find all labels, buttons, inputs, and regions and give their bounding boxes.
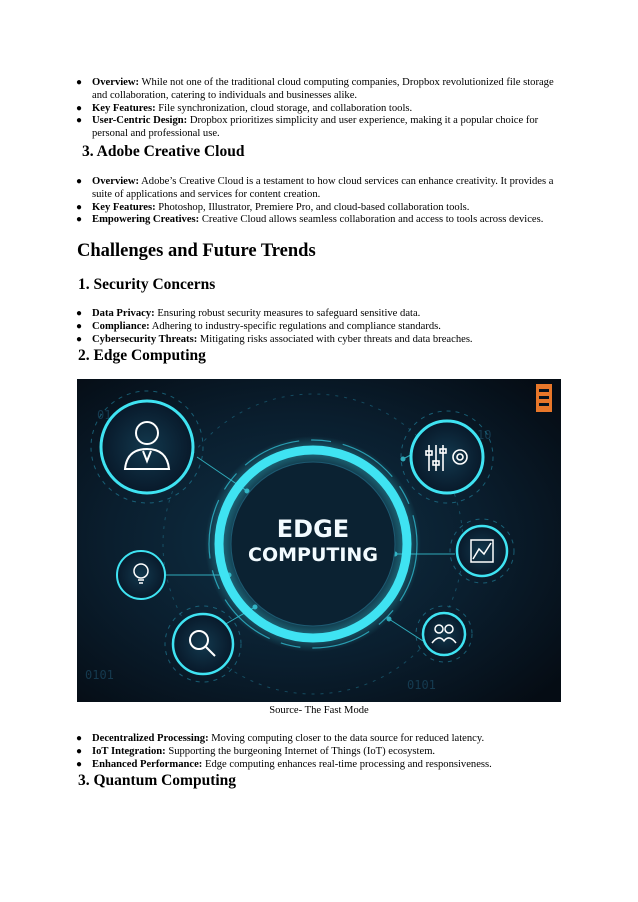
- list-item: [76, 308, 566, 321]
- list-item: [76, 746, 566, 759]
- list-item: [76, 759, 566, 772]
- bullet-icon: ●: [76, 115, 83, 127]
- edge-heading: 2. Edge Computing: [78, 347, 206, 364]
- bullet-text: Edge computing enhances real-time processing and responsiveness.: [202, 758, 492, 770]
- bullet-term: Cybersecurity Threats:: [92, 333, 198, 345]
- security-heading: 1. Security Concerns: [78, 276, 216, 293]
- adobe-heading: 3. Adobe Creative Cloud: [82, 143, 245, 160]
- bullet-term: Data Privacy:: [92, 308, 155, 319]
- list-item: [76, 77, 566, 103]
- bullet-text: Adobe’s Creative Cloud is a testament to how cloud services can enhance creativity. It provides a suite of applications and services for content creation.: [92, 176, 554, 200]
- bullet-icon: ●: [76, 214, 83, 226]
- bullet-icon: ●: [76, 320, 83, 332]
- list-item: [76, 733, 566, 746]
- bullet-text: File synchronization, cloud storage, and collaboration tools.: [155, 102, 413, 114]
- bullet-term: Decentralized Processing:: [92, 733, 209, 744]
- list-item: [76, 214, 566, 227]
- quantum-heading: 3. Quantum Computing: [78, 772, 237, 789]
- bullet-text: Creative Cloud allows seamless collaboration and access to tools across devices.: [199, 214, 544, 226]
- bullet-term: User-Centric Design:: [92, 115, 188, 127]
- bullet-text: While not one of the traditional cloud computing companies, Dropbox revolutionized file storage and collaboration, catering to individuals and businesses alike.: [92, 77, 554, 101]
- bullet-term: Empowering Creatives:: [92, 214, 200, 226]
- bullet-term: Key Features:: [92, 102, 156, 114]
- list-item: [76, 115, 566, 141]
- svg-text:10: 10: [477, 428, 492, 442]
- team-node: [416, 606, 472, 662]
- bullet-term: IoT Integration:: [92, 745, 166, 757]
- svg-text:0101: 0101: [85, 668, 114, 682]
- list-item: [76, 103, 566, 116]
- bullet-icon: ●: [76, 176, 83, 187]
- edge-computing-illustration: [77, 379, 561, 702]
- settings-node: [401, 411, 493, 503]
- svg-text:01: 01: [97, 408, 112, 422]
- bullet-text: Ensuring robust security measures to safeguard sensitive data.: [154, 308, 421, 319]
- bullet-icon: ●: [76, 333, 83, 345]
- list-item: [76, 202, 566, 215]
- edge-computing-image: [77, 379, 561, 702]
- adobe-bullet-list: [76, 176, 566, 227]
- center-text-line1: EDGE: [276, 515, 350, 543]
- bullet-term: Overview:: [92, 176, 140, 187]
- bullet-icon: ●: [76, 102, 83, 114]
- figure-caption: Source- The Fast Mode: [269, 705, 369, 716]
- list-item: [76, 321, 566, 334]
- bullet-text: Mitigating risks associated with cyber threats and data breaches.: [197, 333, 473, 345]
- bullet-icon: ●: [76, 308, 83, 319]
- challenges-heading: Challenges and Future Trends: [77, 241, 316, 261]
- bullet-icon: ●: [76, 201, 83, 213]
- bullet-text: Supporting the burgeoning Internet of Things (IoT) ecosystem.: [165, 745, 436, 757]
- bullet-icon: ●: [76, 758, 83, 770]
- center-text-line2: COMPUTING: [248, 544, 378, 566]
- dropbox-bullet-list: [76, 77, 566, 141]
- bullet-term: Enhanced Performance:: [92, 758, 203, 770]
- list-item: [76, 334, 566, 347]
- svg-text:0101: 0101: [407, 678, 436, 692]
- bullet-text: Moving computing closer to the data source for reduced latency.: [208, 733, 485, 744]
- bullet-text: Adhering to industry-specific regulations and compliance standards.: [149, 320, 441, 332]
- bullet-icon: ●: [76, 745, 83, 757]
- security-bullet-list: [76, 308, 566, 346]
- bullet-text: Dropbox prioritizes simplicity and user experience, making it a popular choice for personal and professional use.: [92, 115, 539, 140]
- bullet-term: Key Features:: [92, 201, 156, 213]
- list-item: [76, 176, 566, 202]
- bullet-text: Photoshop, Illustrator, Premiere Pro, and cloud-based collaboration tools.: [155, 201, 470, 213]
- bullet-icon: ●: [76, 77, 83, 88]
- edge-bullet-list: [76, 733, 566, 771]
- bullet-term: Compliance:: [92, 320, 150, 332]
- bullet-icon: ●: [76, 733, 83, 744]
- bullet-term: Overview:: [92, 77, 140, 88]
- lightbulb-node: [117, 551, 165, 599]
- publisher-logo: [536, 384, 552, 412]
